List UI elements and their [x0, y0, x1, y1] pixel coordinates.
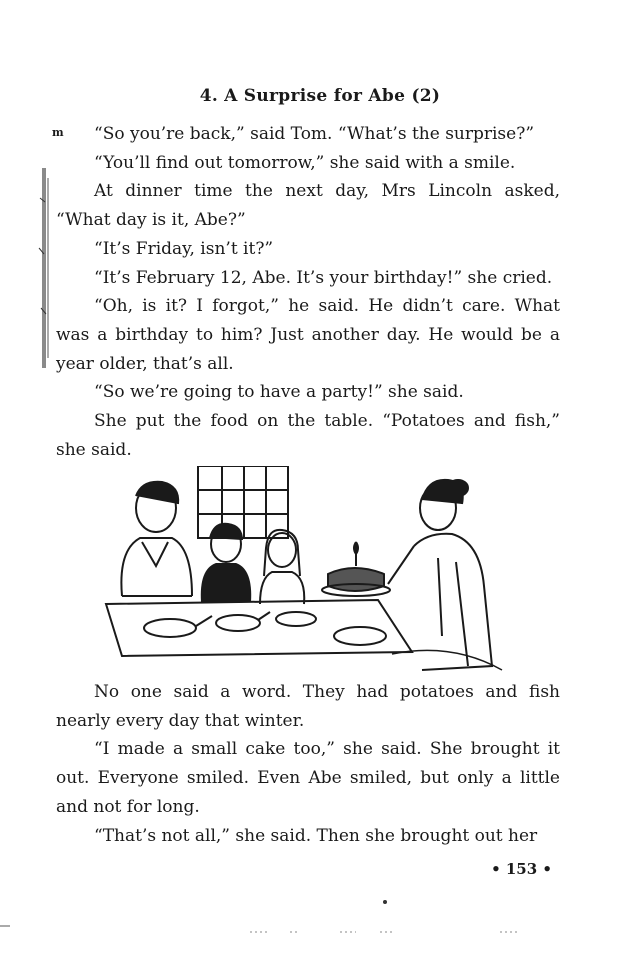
chapter-number: 4. [199, 86, 219, 106]
paragraph: “So we’re going to have a party!” she said. [94, 382, 464, 403]
window-drawing [198, 466, 288, 538]
girl-figure [260, 530, 304, 604]
text-block-top [56, 120, 560, 464]
paragraph: No one said a word. They had potatoes and fish nearly every day that winter. [56, 682, 560, 731]
paragraph: “That’s not all,” she said. Then she brought out her [94, 825, 538, 846]
paragraph: “It’s Friday, isn’t it?” [94, 238, 274, 259]
paragraph: “You’ll find out tomorrow,” she said with a smile. [94, 152, 516, 173]
margin-mark: m [52, 126, 64, 139]
father-figure [121, 482, 192, 596]
chapter-title [0, 86, 640, 106]
paragraph: She put the food on the table. “Potatoes and fish,” she said. [56, 411, 560, 460]
chapter-title-text: A Surprise for Abe (2) [224, 86, 441, 106]
boy-figure [202, 524, 250, 602]
table-drawing [106, 600, 412, 656]
scan-noise [0, 900, 640, 950]
illustration-birthday-dinner [92, 466, 532, 680]
paragraph: “So you’re back,” said Tom. “What’s the surprise?” [94, 124, 535, 144]
paragraph: “I made a small cake too,” she said. She brought it out. Everyone smiled. Even Abe smiled, but only a little and not for long. [56, 739, 560, 817]
paragraph: “It’s February 12, Abe. It’s your birthday!” she cried. [94, 267, 553, 288]
cake-drawing [322, 542, 390, 596]
page-number: • 153 • [491, 860, 552, 878]
paragraph: “Oh, is it? I forgot,” he said. He didn’t care. What was a birthday to him? Just another day. He would be a year older, that’s all. [56, 296, 560, 374]
paragraph: At dinner time the next day, Mrs Lincoln asked, “What day is it, Abe?” [56, 181, 560, 231]
binding-shadow [36, 168, 54, 368]
text-block-bottom [56, 678, 560, 850]
